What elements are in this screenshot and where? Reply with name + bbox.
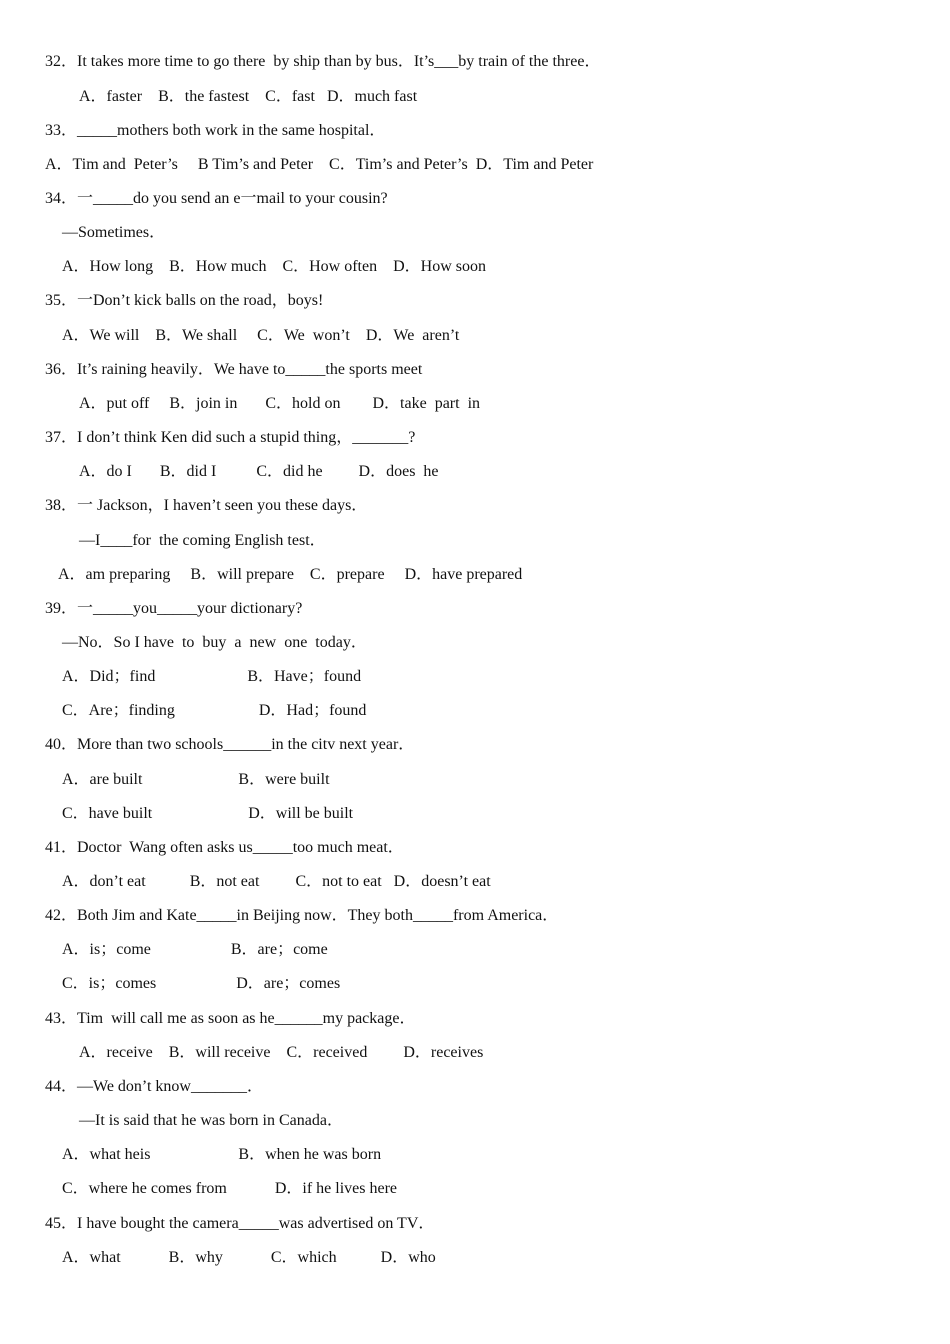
dialogue-39: —No．So I have to buy a new one today． [62, 634, 367, 651]
question-37: 37．I don’t think Ken did such a stupid thing，_______? [45, 429, 416, 446]
options-35: A．We will B．We shall C．We won’t D．We aren’t [62, 327, 460, 344]
question-34: 34．一_____do you send an e一mail to your cousin? [45, 190, 388, 207]
question-40: 40．More than two schools______in the citv next year． [45, 736, 415, 753]
question-41: 41．Doctor Wang often asks us_____too much meat． [45, 839, 404, 856]
question-38: 38．一 Jackson，I haven’t seen you these days． [45, 497, 368, 514]
options-36: A．put off B．join in C．hold on D．take part in [79, 395, 481, 412]
options-34: A．How long B．How much C．How often D．How soon [62, 258, 486, 275]
question-43: 43．Tim will call me as soon as he______my package． [45, 1010, 416, 1027]
options-32: A．faster B．the fastest C．fast D．much fast [79, 88, 418, 105]
options-38: A．am preparing B．will prepare C．prepare D．have prepared [58, 566, 523, 583]
options-44-ab: A．what heis B．when he was born [62, 1146, 382, 1163]
question-39: 39．一_____you_____your dictionary? [45, 600, 303, 617]
question-42: 42．Both Jim and Kate_____in Beijing now．They both_____from America． [45, 907, 559, 924]
options-41: A．don’t eat B．not eat C．not to eat D．doesn’t eat [62, 873, 491, 890]
options-39-ab: A．Did；find B．Have；found [62, 668, 362, 685]
options-40-ab: A．are built B．were built [62, 771, 330, 788]
question-33: 33．_____mothers both work in the same hospital． [45, 122, 386, 139]
options-42-ab: A．is；come B．are；come [62, 941, 328, 958]
options-44-cd: C．where he comes from D．if he lives here [62, 1180, 398, 1197]
question-45: 45．I have bought the camera_____was advertised on TV． [45, 1215, 435, 1232]
question-44: 44．—We don’t know_______． [45, 1078, 263, 1095]
options-43: A．receive B．will receive C．received D．receives [79, 1044, 484, 1061]
dialogue-34: —Sometimes． [62, 224, 166, 241]
dialogue-44: —It is said that he was born in Canada． [79, 1112, 343, 1129]
question-36: 36．It’s raining heavily．We have to_____the sports meet [45, 361, 423, 378]
question-35: 35．一Don’t kick balls on the road，boys! [45, 292, 324, 309]
options-39-cd: C．Are；finding D．Had；found [62, 702, 367, 719]
options-37: A．do I B．did I C．did he D．does he [79, 463, 439, 480]
options-42-cd: C．is；comes D．are；comes [62, 975, 341, 992]
dialogue-38: —I____for the coming English test． [79, 532, 326, 549]
question-32: 32．It takes more time to go there by ship than by bus．It’s___by train of the three． [45, 53, 601, 70]
options-40-cd: C．have built D．will be built [62, 805, 354, 822]
options-33: A．Tim and Peter’s B Tim’s and Peter C．Tim’s and Peter’s D．Tim and Peter [45, 156, 594, 173]
options-45: A．what B．why C．which D．who [62, 1249, 436, 1266]
